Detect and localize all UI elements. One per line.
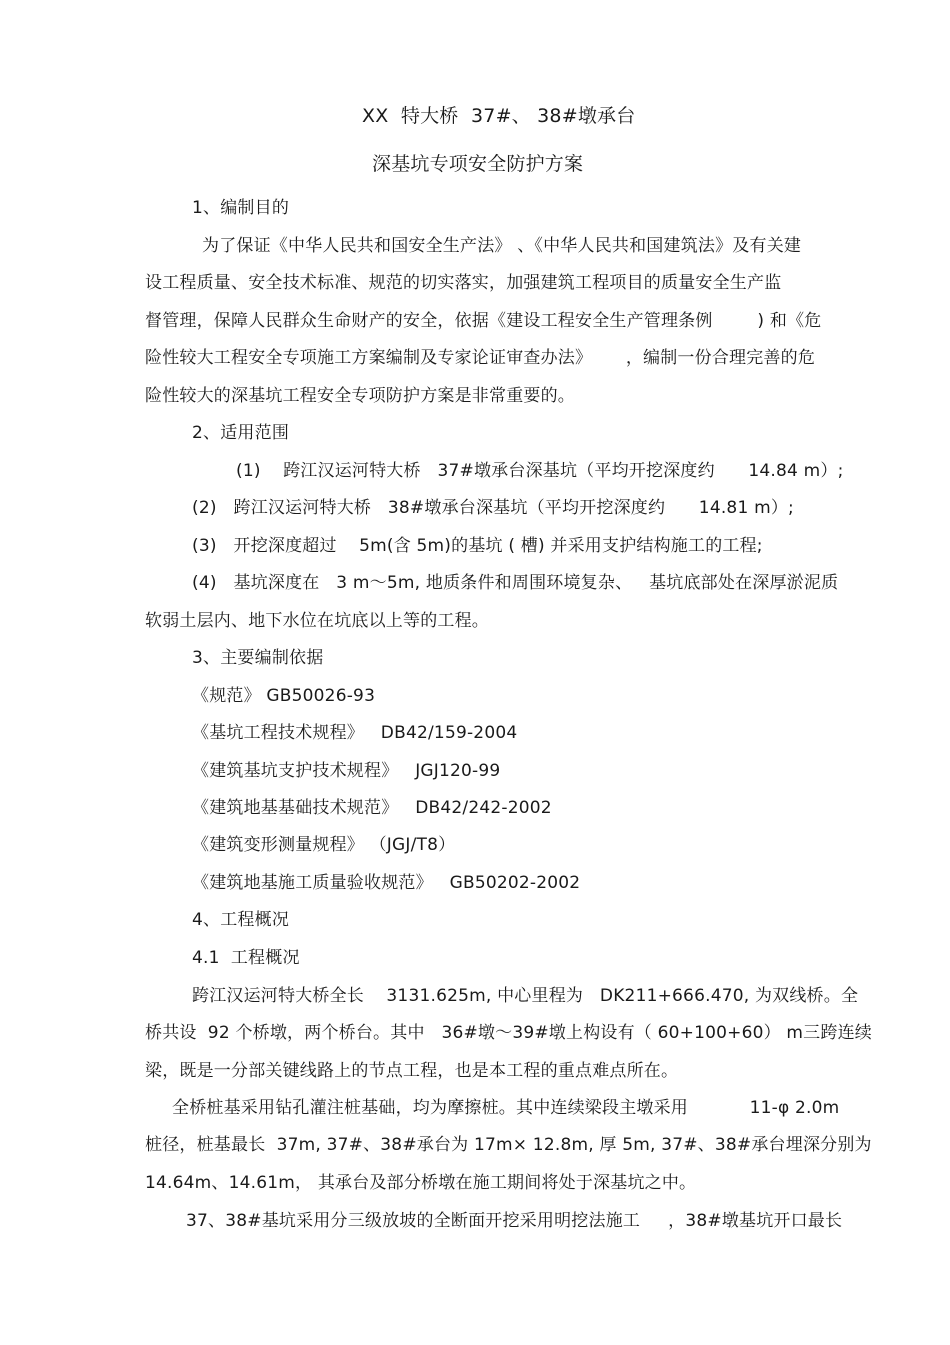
section-3-heading: 3、主要编制依据 [192,648,324,668]
section-4-1-heading: 4.1 工程概况 [192,948,300,968]
paragraph-line: 桥共设 92 个桥墩，两个桥台。其中 36#墩～39#墩上构设有（ 60+100+60） m三跨连续 [145,1023,872,1043]
reference-item: 《规范》 GB50026-93 [192,686,376,706]
reference-item: 《建筑基坑支护技术规程》 JGJ120-99 [192,761,501,781]
paragraph-line: 险性较大的深基坑工程安全专项防护方案是非常重要的。 [145,386,575,406]
reference-item: 《建筑地基基础技术规范》 DB42/242-2002 [192,798,552,818]
paragraph-line: 37、38#基坑采用分三级放坡的全断面开挖采用明挖法施工 ，38#墩基坑开口最长 [186,1211,843,1231]
paragraph-line: 14.64m、14.61m， 其承台及部分桥墩在施工期间将处于深基坑之中。 [145,1173,697,1193]
list-item: (1) 跨江汉运河特大桥 37#墩承台深基坑（平均开挖深度约 14.84 m）; [236,461,844,481]
section-2-heading: 2、适用范围 [192,423,290,443]
list-item: (3) 开挖深度超过 5m(含 5m)的基坑 ( 槽) 并采用支护结构施工的工程; [192,536,763,556]
paragraph-line: 桩径，桩基最长 37m, 37#、38#承台为 17m× 12.8m, 厚 5m, 37#、38#承台埋深分别为 [145,1135,872,1155]
paragraph-line: 为了保证《中华人民共和国安全生产法》 、《中华人民共和国建筑法》及有关建 [202,236,802,256]
paragraph-line: 全桥桩基采用钻孔灌注桩基础，均为摩擦桩。其中连续梁段主墩采用 11-φ 2.0m [172,1098,840,1118]
document-title: XX 特大桥 37#、 38#墩承台 [362,105,636,127]
document-subtitle: 深基坑专项安全防护方案 [372,153,584,175]
paragraph-line: 督管理，保障人民群众生命财产的安全，依据《建设工程安全生产管理条例 ) 和《危 [145,311,822,331]
reference-item: 《基坑工程技术规程》 DB42/159-2004 [192,723,518,743]
list-item: (2) 跨江汉运河特大桥 38#墩承台深基坑（平均开挖深度约 14.81 m）; [192,498,794,518]
paragraph-line: 跨江汉运河特大桥全长 3131.625m, 中心里程为 DK211+666.470, 为双线桥。全 [192,986,859,1006]
reference-item: 《建筑地基施工质量验收规范》 GB50202-2002 [192,873,581,893]
paragraph-line: 梁，既是一分部关键线路上的节点工程，也是本工程的重点难点所在。 [145,1061,679,1081]
section-4-heading: 4、工程概况 [192,910,290,930]
reference-item: 《建筑变形测量规程》 （JGJ/T8） [192,835,456,855]
list-item-continuation: 软弱土层内、地下水位在坑底以上等的工程。 [145,611,489,631]
list-item: (4) 基坑深度在 3 m～5m, 地质条件和周围环境复杂、 基坑底部处在深厚淤泥质 [192,573,839,593]
paragraph-line: 设工程质量、安全技术标准、规范的切实落实，加强建筑工程项目的质量安全生产监 [145,273,782,293]
section-1-heading: 1、编制目的 [192,198,290,218]
paragraph-line: 险性较大工程安全专项施工方案编制及专家论证审查办法》 ，编制一份合理完善的危 [145,348,816,368]
